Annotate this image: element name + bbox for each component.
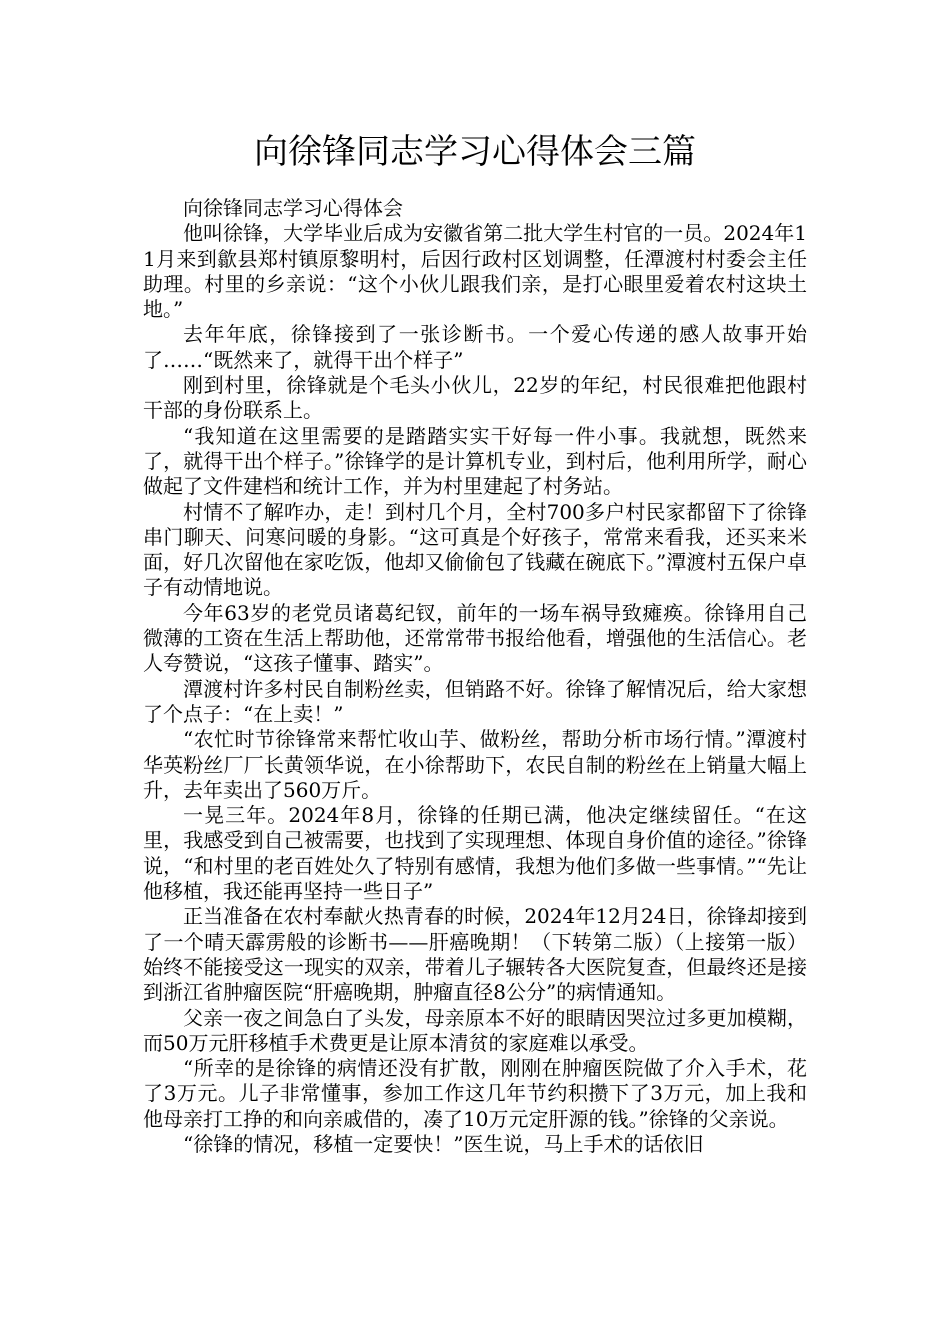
paragraph: 一晃三年。2024年8月，徐锋的任期已满，他决定继续留任。“在这里，我感受到自己被需要，也找到了实现理想、体现自身价值的途径。”徐锋说，“和村里的老百姓处久了特别有感情，我想为他们多做一些事情。”“先让他移植，我还能再坚持一些日子” bbox=[143, 803, 807, 904]
paragraph: 去年年底，徐锋接到了一张诊断书。一个爱心传递的感人故事开始了……“既然来了，就得干出个样子” bbox=[143, 322, 807, 372]
paragraph: 潭渡村许多村民自制粉丝卖，但销路不好。徐锋了解情况后，给大家想了个点子：“在上卖！” bbox=[143, 676, 807, 726]
paragraph: 父亲一夜之间急白了头发，母亲原本不好的眼睛因哭泣过多更加模糊，而50万元肝移植手术费更是让原本清贫的家庭难以承受。 bbox=[143, 1005, 807, 1055]
paragraph: 正当准备在农村奉献火热青春的时候，2024年12月24日，徐锋却接到了一个晴天霹雳般的诊断书——肝癌晚期！（下转第二版）（上接第一版）始终不能接受这一现实的双亲，带着儿子辗转各大医院复查，但最终还是接到浙江省肿瘤医院“肝癌晚期，肿瘤直径8公分”的病情通知。 bbox=[143, 904, 807, 1005]
paragraph: “农忙时节徐锋常来帮忙收山芋、做粉丝，帮助分析市场行情。”潭渡村华英粉丝厂厂长黄领华说，在小徐帮助下，农民自制的粉丝在上销量大幅上升，去年卖出了560万斤。 bbox=[143, 727, 807, 802]
document-title: 向徐锋同志学习心得体会三篇 bbox=[254, 132, 696, 172]
paragraph: “我知道在这里需要的是踏踏实实干好每一件小事。我就想，既然来了，就得干出个样子。”徐锋学的是计算机专业，到村后，他利用所学，耐心做起了文件建档和统计工作，并为村里建起了村务站。 bbox=[143, 423, 807, 499]
paragraph: 村情不了解咋办，走！到村几个月，全村700多户村民家都留下了徐锋串门聊天、问寒问暖的身影。“这可真是个好孩子，常常来看我，还买来米面，好几次留他在家吃饭，他却又偷偷包了钱藏在碗底下。”潭渡村五保户卓子有动情地说。 bbox=[143, 499, 807, 600]
paragraph: 刚到村里，徐锋就是个毛头小伙儿，22岁的年纪，村民很难把他跟村干部的身份联系上。 bbox=[143, 373, 807, 423]
paragraph: 今年63岁的老党员诸葛纪钗，前年的一场车祸导致瘫痪。徐锋用自己微薄的工资在生活上帮助他，还常常带书报给他看，增强他的生活信心。老人夸赞说，“这孩子懂事、踏实”。 bbox=[143, 600, 807, 676]
paragraph: “所幸的是徐锋的病情还没有扩散，刚刚在肿瘤医院做了介入手术，花了3万元。儿子非常懂事，参加工作这几年节约积攒下了3万元，加上我和他母亲打工挣的和向亲戚借的，凑了10万元定肝源的钱。”徐锋的父亲说。 bbox=[143, 1056, 807, 1131]
document-body bbox=[143, 196, 807, 1157]
paragraph-subtitle: 向徐锋同志学习心得体会 bbox=[183, 196, 403, 220]
paragraph: 他叫徐锋，大学毕业后成为安徽省第二批大学生村官的一员。2024年11月来到歙县郑村镇原黎明村，后因行政村区划调整，任潭渡村村委会主任助理。村里的乡亲说：“这个小伙儿跟我们亲，是打心眼里爱着农村这块土地。” bbox=[143, 221, 807, 322]
paragraph: “徐锋的情况，移植一定要快！”医生说，马上手术的话依旧 bbox=[183, 1131, 704, 1156]
